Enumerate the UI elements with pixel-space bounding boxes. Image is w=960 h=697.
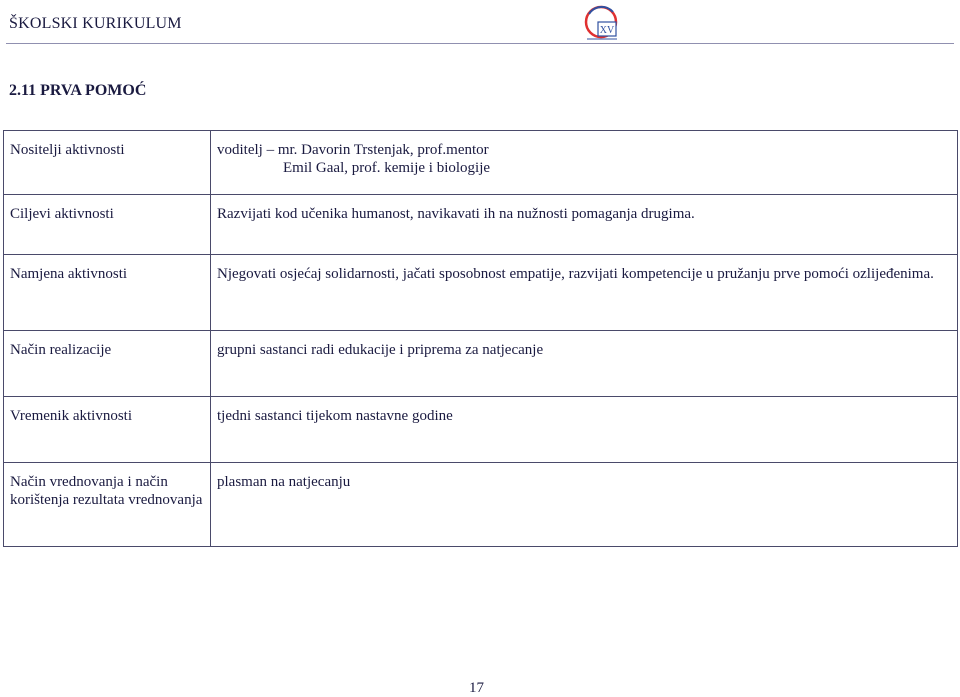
header-title: ŠKOLSKI KURIKULUM [9, 15, 182, 32]
table-row [4, 255, 958, 331]
header-divider [6, 43, 954, 44]
school-logo-icon [583, 4, 621, 42]
activity-table [3, 130, 958, 547]
row-value: grupni sastanci radi edukacije i priprema za natjecanje [211, 331, 958, 397]
row-value: plasman na natjecanju [211, 463, 958, 547]
table-row [4, 331, 958, 397]
table-row [4, 195, 958, 255]
row-value: Razvijati kod učenika humanost, navikavati ih na nužnosti pomaganja drugima. [211, 195, 958, 255]
table-row [4, 463, 958, 547]
row-label: Ciljevi aktivnosti [4, 195, 211, 255]
row-label: Način realizacije [4, 331, 211, 397]
row-label: Vremenik aktivnosti [4, 397, 211, 463]
table-row [4, 131, 958, 195]
value-line: Emil Gaal, prof. kemije i biologije [283, 160, 491, 176]
row-value [211, 131, 958, 195]
row-value: tjedni sastanci tijekom nastavne godine [211, 397, 958, 463]
row-label: Nositelji aktivnosti [4, 131, 211, 195]
page-number: 17 [469, 680, 484, 696]
row-label: Način vrednovanja i način korištenja rezultata vrednovanja [4, 463, 211, 547]
row-label: Namjena aktivnosti [4, 255, 211, 331]
row-value: Njegovati osjećaj solidarnosti, jačati sposobnost empatije, razvijati kompetencije u pružanju prve pomoći ozlijeđenima. [211, 255, 958, 331]
section-title: 2.11 PRVA POMOĆ [9, 82, 147, 99]
logo-text: XV [599, 25, 615, 36]
table-row [4, 397, 958, 463]
value-line: voditelj – mr. Davorin Trstenjak, prof.mentor [217, 142, 489, 158]
